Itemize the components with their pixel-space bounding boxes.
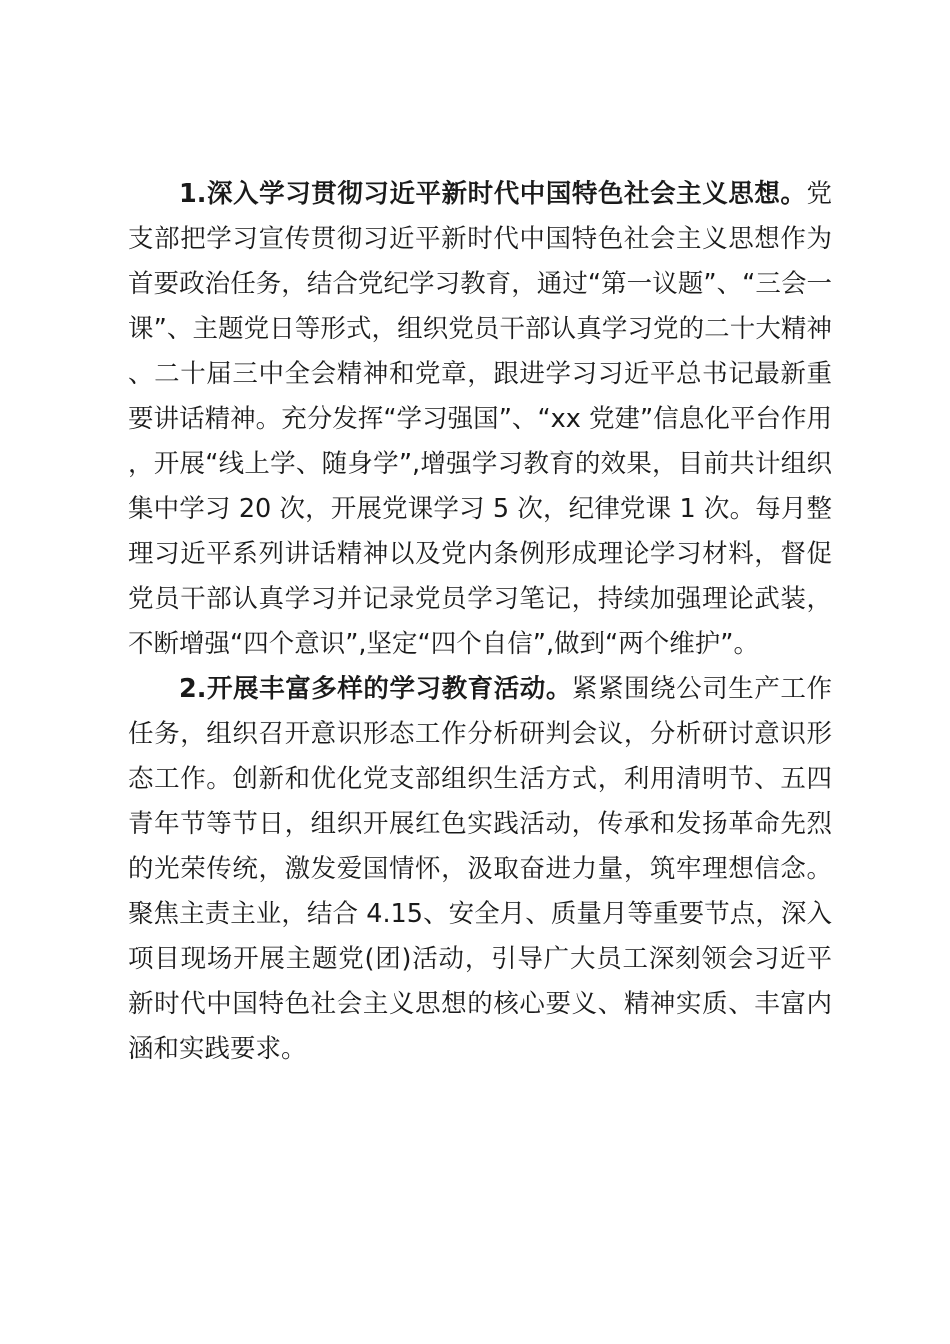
paragraph-2-heading: 2.开展丰富多样的学习教育活动。: [179, 674, 572, 704]
document-body: [128, 172, 832, 1072]
paragraph-2-text: 紧紧围绕公司生产工作任务，组织召开意识形态工作分析研判会议，分析研讨意识形态工作。创新和优化党支部组织生活方式，利用清明节、五四青年节等节日，组织开展红色实践活动，传承和发扬革命先烈的光荣传统，激发爱国情怀，汲取奋进力量，筑牢理想信念。聚焦主责主业，结合 4.15、安全月、质量月等重要节点，深入项目现场开展主题党(团)活动，引导广大员工深刻领会习近平新时代中国特色社会主义思想的核心要义、精神实质、丰富内涵和实践要求。: [128, 674, 832, 1064]
paragraph-1-heading: 1.深入学习贯彻习近平新时代中国特色社会主义思想。: [179, 179, 807, 209]
paragraph-1: [128, 172, 832, 667]
paragraph-2: [128, 667, 832, 1072]
paragraph-1-text: 党支部把学习宣传贯彻习近平新时代中国特色社会主义思想作为首要政治任务，结合党纪学习教育，通过“第一议题”、“三会一课”、主题党日等形式，组织党员干部认真学习党的二十大精神、二十届三中全会精神和党章，跟进学习习近平总书记最新重要讲话精神。充分发挥“学习强国”、“xx 党建”信息化平台作用，开展“线上学、随身学”,增强学习教育的效果，目前共计组织集中学习 20 次，开展党课学习 5 次，纪律党课 1 次。每月整理习近平系列讲话精神以及党内条例形成理论学习材料，督促党员干部认真学习并记录党员学习笔记，持续加强理论武装，不断增强“四个意识”,坚定“四个自信”,做到“两个维护”。: [128, 179, 832, 659]
